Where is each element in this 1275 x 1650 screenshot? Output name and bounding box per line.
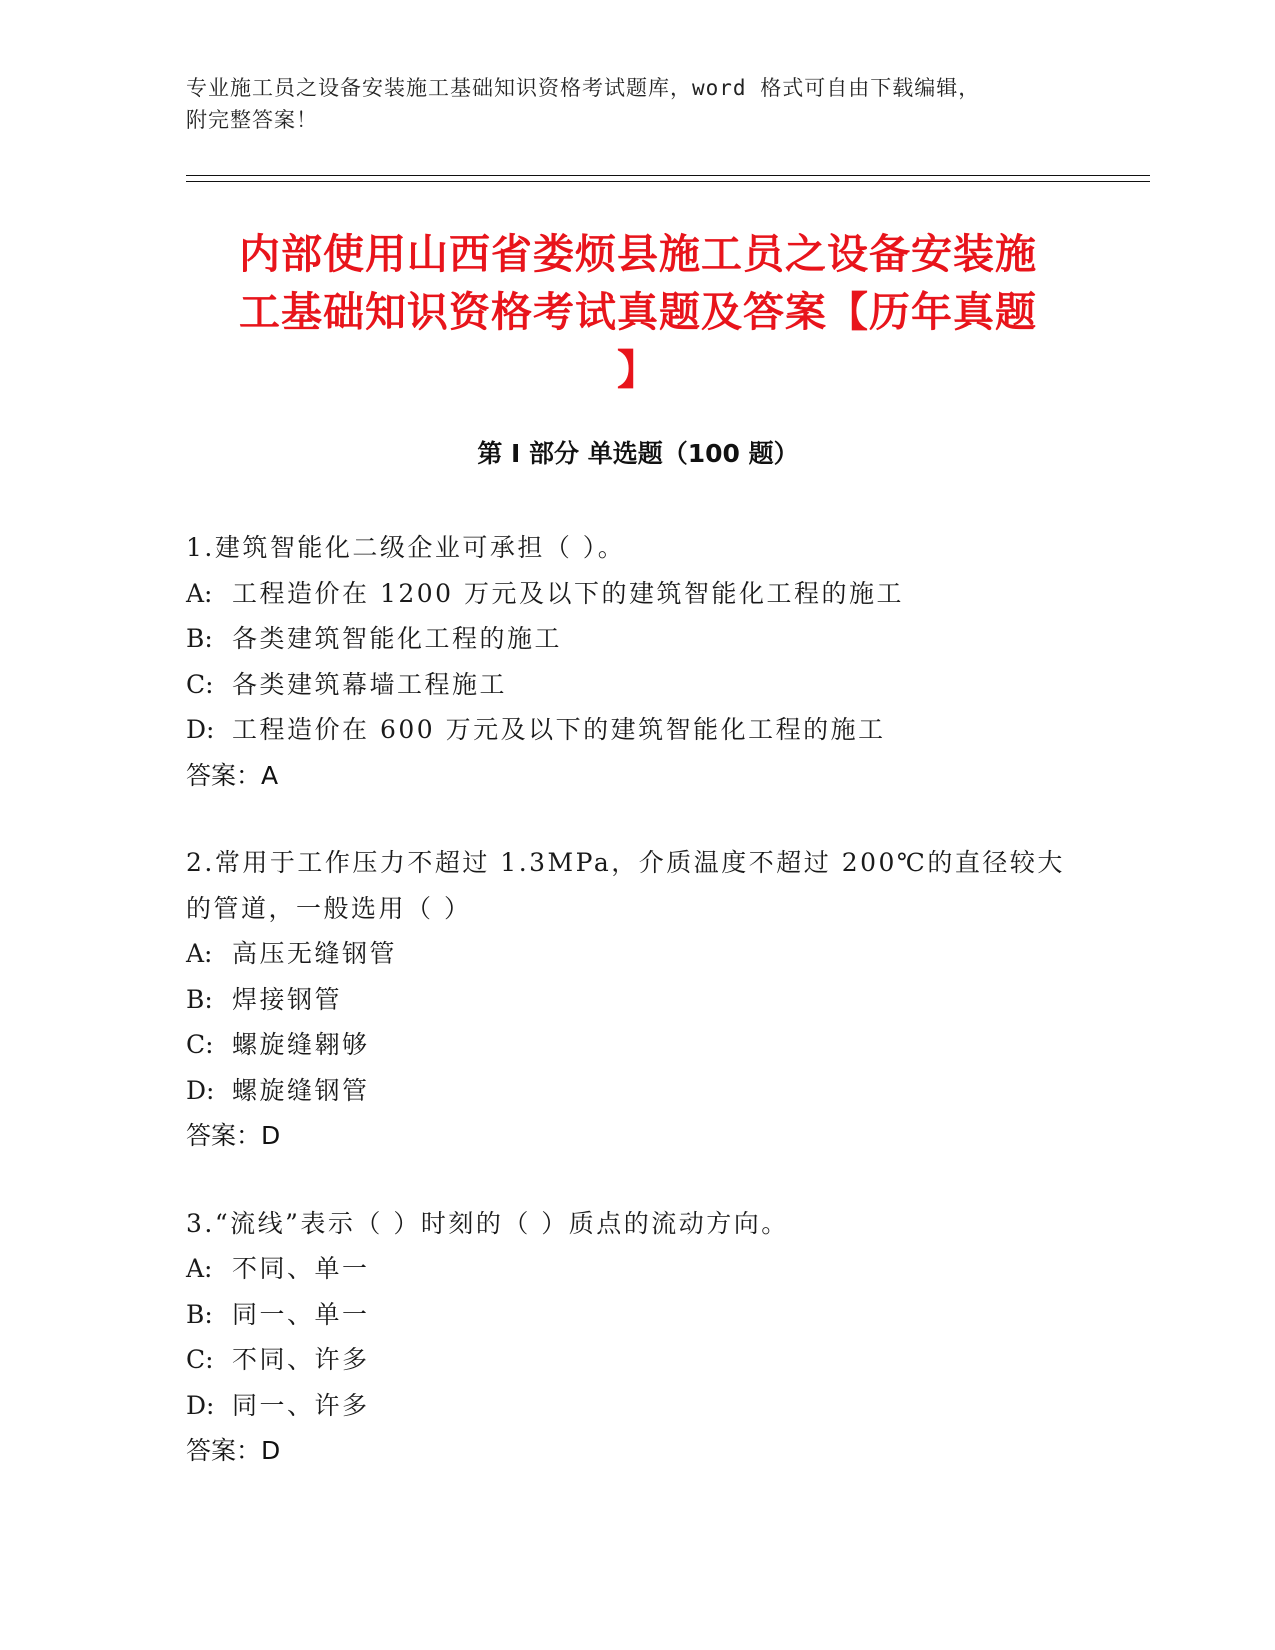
option-d [186,707,1086,753]
header-note-line-1: 专业施工员之设备安装施工基础知识资格考试题库，word 格式可自由下载编辑， [186,76,981,100]
header-note-line-2: 附完整答案！ [186,108,318,132]
option-letter: D: [186,715,215,744]
document-title-line-1: 内部使用山西省娄烦县施工员之设备安装施 [239,230,1037,278]
question-1 [186,525,1086,798]
option-letter: C: [186,1030,214,1059]
option-text: 螺旋缝钢管 [232,1075,370,1105]
header-divider-bottom [186,181,1150,182]
question-2 [186,840,1086,1159]
document-title [186,225,1090,399]
option-text: 工程造价在 1200 万元及以下的建筑智能化工程的施工 [232,578,905,608]
option-letter: C: [186,669,214,699]
option-text: 高压无缝钢管 [232,939,398,968]
option-c [186,1022,1086,1068]
option-b [186,977,1086,1023]
document-title-line-2: 工基础知识资格考试真题及答案【历年真题 [239,288,1037,336]
option-text: 不同、单一 [232,1254,370,1283]
option-d [186,1068,1086,1114]
question-answer: 答案：A [186,760,279,790]
question-3 [186,1201,1086,1474]
option-text: 同一、许多 [232,1390,370,1420]
option-a [186,571,1086,617]
option-b [186,1292,1086,1338]
question-list [186,525,1086,1516]
question-answer: 答案：D [186,1121,281,1150]
option-text: 各类建筑智能化工程的施工 [232,624,563,653]
option-a [186,931,1086,977]
option-letter: A: [186,939,213,968]
question-stem: 3.“流线”表示（ ）时刻的（ ）质点的流动方向。 [186,1208,789,1238]
option-text: 螺旋缝翱够 [232,1030,370,1059]
option-c [186,662,1086,708]
question-stem: 2.常用于工作压力不超过 1.3MPa，介质温度不超过 200℃的直径较大的管道，一般选用（ ） [186,848,1065,923]
option-letter: A: [186,578,213,608]
option-letter: D: [186,1390,215,1420]
option-text: 焊接钢管 [232,984,343,1014]
option-letter: B: [186,984,213,1014]
option-text: 同一、单一 [232,1299,370,1329]
option-letter: B: [186,1299,213,1329]
option-letter: D: [186,1075,215,1105]
option-b [186,616,1086,662]
option-a [186,1246,1086,1292]
header-divider-top [186,175,1150,176]
option-text: 工程造价在 600 万元及以下的建筑智能化工程的施工 [232,715,886,744]
option-d [186,1383,1086,1429]
document-title-line-3: 】 [617,346,659,394]
question-answer: 答案：D [186,1436,281,1465]
section-title: 第 I 部分 单选题（100 题） [477,439,799,468]
option-letter: C: [186,1345,214,1374]
question-stem: 1.建筑智能化二级企业可承担（ ）。 [186,533,626,562]
option-text: 不同、许多 [232,1345,370,1374]
option-text: 各类建筑幕墙工程施工 [232,669,508,699]
option-letter: B: [186,624,213,653]
header-note [186,72,1086,136]
option-c [186,1337,1086,1383]
option-letter: A: [186,1254,213,1283]
